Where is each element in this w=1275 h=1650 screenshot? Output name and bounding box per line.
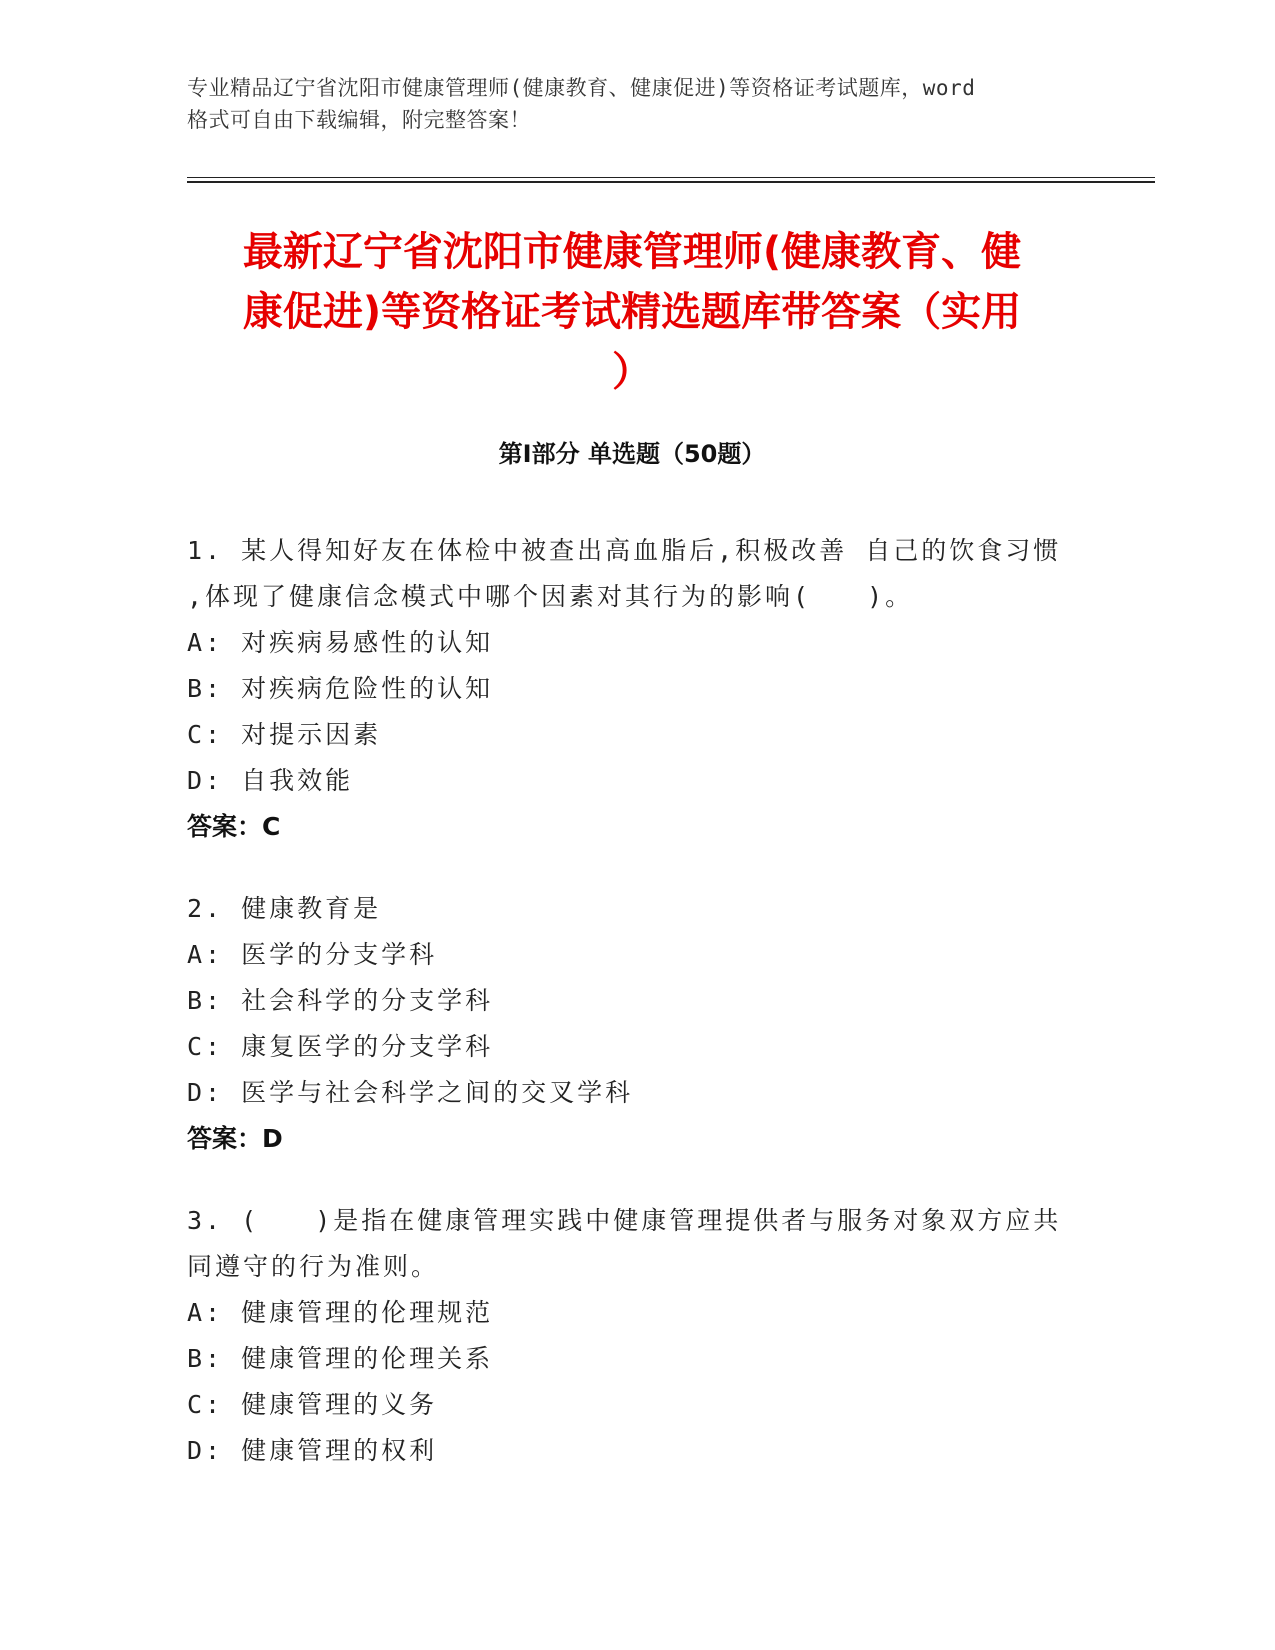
question-1-option-d: D: 自我效能 (187, 766, 354, 795)
question-3-option-d: D: 健康管理的权利 (187, 1436, 438, 1465)
question-3-option-a: A: 健康管理的伦理规范 (187, 1298, 494, 1327)
document-title (187, 222, 1077, 402)
question-1-answer: 答案：C (187, 812, 281, 841)
question-2-stem-line-1: 2. 健康教育是 (187, 894, 382, 923)
question-1-option-b: B: 对疾病危险性的认知 (187, 674, 494, 703)
question-2-option-b: B: 社会科学的分支学科 (187, 986, 494, 1015)
question-1-option-a: A: 对疾病易感性的认知 (187, 628, 494, 657)
title-line-3: ） (612, 349, 652, 395)
question-3-option-c: C: 健康管理的义务 (187, 1390, 438, 1419)
question-1 (187, 528, 1067, 850)
document-header (187, 72, 1087, 136)
question-3 (187, 1198, 1067, 1474)
question-3-stem-line-1: 3. ( )是指在健康管理实践中健康管理提供者与服务对象双方应共 (187, 1206, 1062, 1235)
header-line-2: 格式可自由下载编辑，附完整答案！ (187, 108, 531, 132)
question-2-option-c: C: 康复医学的分支学科 (187, 1032, 494, 1061)
title-line-2: 康促进)等资格证考试精选题库带答案（实用 (242, 289, 1022, 335)
header-divider-thin (187, 177, 1155, 178)
header-divider-thick (187, 181, 1155, 183)
question-2-option-d: D: 医学与社会科学之间的交叉学科 (187, 1078, 634, 1107)
question-2-option-a: A: 医学的分支学科 (187, 940, 438, 969)
question-2 (187, 886, 1067, 1162)
question-2-answer: 答案：D (187, 1124, 283, 1153)
question-3-option-b: B: 健康管理的伦理关系 (187, 1344, 494, 1373)
question-1-option-c: C: 对提示因素 (187, 720, 382, 749)
question-1-stem-line-1: 1. 某人得知好友在体检中被查出高血脂后,积极改善 自己的饮食习惯 (187, 536, 1062, 565)
section-heading: 第Ⅰ部分 单选题（50题） (498, 440, 766, 468)
title-line-1: 最新辽宁省沈阳市健康管理师(健康教育、健 (242, 229, 1022, 275)
question-1-stem-line-2: ,体现了健康信念模式中哪个因素对其行为的影响( )。 (187, 582, 914, 611)
header-line-1: 专业精品辽宁省沈阳市健康管理师(健康教育、健康促进)等资格证考试题库，word (187, 76, 976, 100)
question-3-stem-line-2: 同遵守的行为准则。 (187, 1252, 440, 1281)
question-list (187, 528, 1067, 1510)
